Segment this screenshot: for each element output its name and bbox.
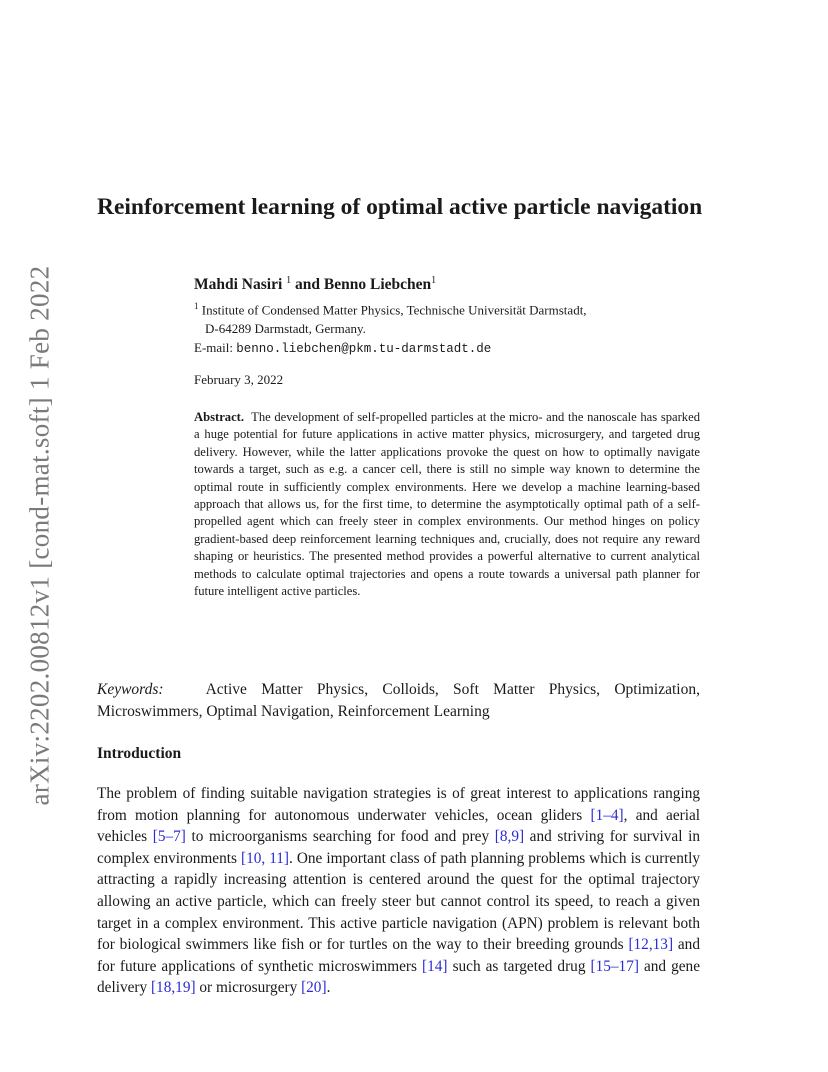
body-text: . One important class of path planning problems which is currently attracting a rapidly increasing attention is centered around the quest for the optimal trajectory allowing an active particle, which can freely steer but cannot control its speed, to reach a given target in a complex environment. This active particle navigation (APN) problem is relevant both for biological swimmers like fish or for turtles on the way to their breeding grounds xyxy=(97,849,700,954)
citation-link[interactable]: [20] xyxy=(301,979,327,997)
keywords-label: Keywords: xyxy=(97,681,164,698)
body-text: and for future applications of synthetic microswimmers xyxy=(97,936,700,975)
body-text: and gene delivery xyxy=(97,957,700,997)
email-label: E-mail: xyxy=(194,340,233,355)
affiliation-marker: 1 xyxy=(286,275,292,286)
body-text: , and aerial vehicles xyxy=(97,806,700,846)
affiliation-line: D-64289 Darmstadt, Germany. xyxy=(205,321,366,337)
email-address[interactable]: benno.liebchen@pkm.tu-darmstadt.de xyxy=(236,342,492,356)
author-list xyxy=(194,275,436,294)
author-name: Mahdi Nasiri xyxy=(194,276,283,294)
abstract-text: The development of self-propelled particles at the micro- and the nanoscale has sparked a huge potential for future applications in active matter physics, microsurgery, and targeted drug delivery. However, while the latter applications provoke the quest on how to optimally navigate towards a target, such as e.g. a cancer cell, there is still no simple way known to determine the optimal route in sufficiently complex environments. Here we develop a machine learning-based approach that allows us, for the first time, to determine the asymptotically optimal path of a self-propelled agent which can freely steer in complex environments. Our method hinges on policy gradient-based deep reinforcement learning techniques and, crucially, does not require any reward shaping or heuristics. The presented method provides a powerful alternative to current analytical methods to calculate optimal trajectories and opens a route towards a universal path planner for future intelligent active particles. xyxy=(194,410,700,599)
affiliation xyxy=(194,297,714,338)
body-text: such as targeted drug xyxy=(447,957,591,975)
abstract xyxy=(194,409,700,600)
arxiv-stamp xyxy=(22,265,58,805)
affiliation-marker: 1 xyxy=(431,275,437,286)
citation-link[interactable]: [15–17] xyxy=(590,957,639,975)
abstract-label: Abstract. xyxy=(194,410,245,424)
affiliation-marker: 1 xyxy=(194,301,199,311)
intro-paragraph xyxy=(97,783,700,999)
citation-link[interactable]: [5–7] xyxy=(152,828,186,846)
citation-link[interactable]: [12,13] xyxy=(628,936,674,954)
affiliation-line: Institute of Condensed Matter Physics, Technische Universität Darmstadt, xyxy=(201,302,587,318)
citation-link[interactable]: [14] xyxy=(422,957,448,975)
author-name: Benno Liebchen xyxy=(323,276,432,294)
body-text: or microsurgery xyxy=(195,979,302,997)
body-text: . xyxy=(326,979,331,997)
citation-link[interactable]: [8,9] xyxy=(494,828,525,846)
author-conjunction: and xyxy=(295,276,321,294)
body-text: and striving for survival in complex environments xyxy=(97,828,700,867)
arxiv-stamp-text: arXiv:2202.00812v1 [cond-mat.soft] 1 Feb 2022 xyxy=(24,265,55,805)
email-line xyxy=(194,340,491,356)
keywords xyxy=(97,679,700,723)
citation-link[interactable]: [18,19] xyxy=(150,979,196,997)
section-heading: Introduction xyxy=(97,745,182,762)
paper-title: Reinforcement learning of optimal active particle navigation xyxy=(97,194,703,220)
citation-link[interactable]: [1–4] xyxy=(590,806,624,824)
body-text: to microorganisms searching for food and prey xyxy=(185,828,495,846)
body-text: The problem of finding suitable navigation strategies is of great interest to applications ranging from motion planning for autonomous underwater vehicles, ocean gliders xyxy=(97,785,700,824)
keywords-text: Active Matter Physics, Colloids, Soft Matter Physics, Optimization, Microswimmers, Optimal Navigation, Reinforcement Learning xyxy=(97,681,700,720)
paper-date: February 3, 2022 xyxy=(194,372,284,387)
citation-link[interactable]: [10, 11] xyxy=(240,849,290,867)
